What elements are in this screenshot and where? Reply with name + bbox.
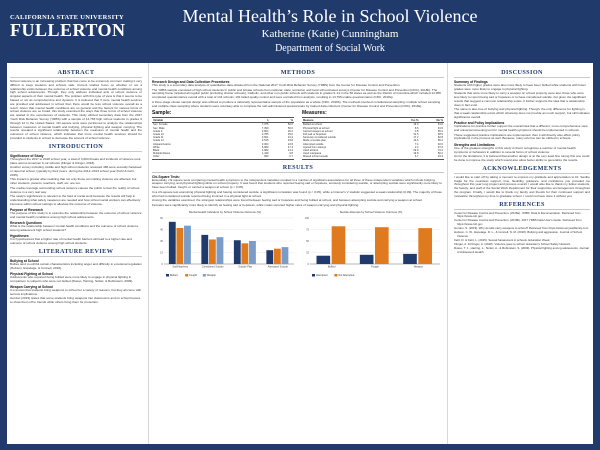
bar bbox=[209, 239, 216, 264]
measures-table bbox=[302, 117, 444, 159]
measures-table-cell: Missed school unsafe bbox=[303, 155, 328, 159]
bar bbox=[249, 241, 256, 264]
sample-table-row bbox=[152, 155, 294, 158]
table-labels bbox=[152, 110, 444, 116]
reference-item: Klinger, A. & Klinger, A. (2018). Violence goes to school. Educator's School Safety Network. bbox=[454, 242, 571, 247]
measures-table-cell: Made a suicide plan bbox=[303, 139, 327, 143]
methods-point: The YRBS sample consisted of high school students in public and private schools from national, state, territorial, and local school-based surveys (Center for Disease Control and Prevention [CDC], 2018b). The sampling frame included all regular public (including charter schools), Catholic, and other non-public schools with students in grades 9–12 in the 50 states as well as the District of Columbia which included 14,956 completed questionnaires overall with a total of 144 schools; 191 failed quality control and were excluded from analysis, resulting in 14,765 usable questionnaires (CDC, 2018a). bbox=[152, 87, 441, 100]
middle-column bbox=[148, 63, 448, 444]
x-tick-label: Weapon bbox=[413, 265, 423, 269]
legend-swatch bbox=[312, 274, 315, 277]
measures-table-cell: 13.6 bbox=[413, 139, 419, 143]
y-tick-label: 50 bbox=[306, 239, 309, 243]
bar bbox=[418, 228, 432, 264]
sample-table-cell: Grade 10 bbox=[153, 132, 164, 136]
sample-table-header-cell: Variable bbox=[153, 118, 163, 122]
sample-table-cell: 22.8 bbox=[287, 142, 293, 146]
legend-label: Bullied bbox=[170, 273, 178, 277]
sample-table-cell: 47.3 bbox=[287, 145, 293, 149]
sample-table-cell: 3,515 bbox=[261, 139, 269, 143]
measures-table-cell: Felt sad or hopeless bbox=[303, 132, 327, 136]
reference-item: Gordon, S. (2019). Why do kids carry weapons to school? Retrieved from https://www.verywellfamily.com bbox=[454, 226, 589, 231]
legend-swatch bbox=[334, 274, 337, 277]
bar bbox=[169, 221, 176, 263]
department-name: Department of Social Work bbox=[275, 43, 385, 54]
sample-table-header-cell: n bbox=[266, 118, 269, 122]
sample-table-cell: Grade 12 bbox=[153, 139, 164, 143]
measures-table-cell: 92.6 bbox=[437, 142, 443, 146]
chart-1 bbox=[152, 214, 298, 280]
practice-point: These suggested practice implications are implemented, then it will directly also effect policy implications in the process as well. Because, many reforms can be utilized in schools. bbox=[454, 132, 580, 141]
acknowledgements-heading: ACKNOWLEDGEMENTS bbox=[454, 165, 590, 174]
fighting-text: Adolescents who reported being bullied were more likely to engage in physical fighting in comparison to subjects who were not bullied (Russo, Harring, Siclari, & Rubinstein, 2009). bbox=[10, 274, 134, 283]
measures-table-header-cell: No % bbox=[436, 118, 443, 122]
sample-label: Sample: bbox=[152, 110, 172, 117]
sample-table-cell: Other bbox=[153, 155, 160, 159]
strengths-title: Strengths and Limitations bbox=[454, 142, 495, 147]
questions-text: What is the relationship between mental health conditions and the outcome of school violence among adolescent high school students? bbox=[10, 224, 139, 232]
bar bbox=[360, 254, 374, 263]
significance-point: The study's significance is relevant to the field of social work because the results will help in understanding what safety measures are needed and how school social workers can effectively intervene within school settings to alleviate the outcome of violence. bbox=[10, 194, 141, 206]
discussion-heading: DISCUSSION bbox=[454, 69, 590, 78]
measures-table-cell: 7.4 bbox=[414, 142, 419, 146]
measures-table-cell: Bullied at school bbox=[303, 123, 322, 127]
x-tick-label: Bullied bbox=[327, 265, 336, 269]
poster-title: Mental Health’s Role in School Violence bbox=[182, 6, 478, 26]
sample-table-cell: 50.0 bbox=[287, 126, 293, 130]
sample-table-header-cell: % bbox=[290, 118, 293, 122]
methods-point: A three-stage cluster sample design was utilized to produce a nationally representative sample of the population as a whole (CDC, 2018b). The methods involved constitutional sampling: multiple school sampling and multiple class sampling where students were voluntary able to complete the self-administered questionnaire by trained data collectors (Center for Disease Control and Prevention [CDC], 2018a). bbox=[152, 99, 441, 108]
chart-1-caption: Mental Health Indicators by School Violence Outcome (%) bbox=[189, 209, 261, 214]
sample-table-cell: 3,601 bbox=[261, 136, 269, 140]
bar bbox=[176, 228, 183, 264]
x-tick-label: Suicide Plan bbox=[238, 265, 253, 269]
strengths-point: As for the limitations, it is believed that another design or at the very least fine tuning this one could be done to improve the study which would also allow better ability to generalize the results. bbox=[454, 154, 590, 162]
bar bbox=[266, 250, 273, 264]
sample-table-cell: 24.4 bbox=[287, 136, 293, 140]
sample-table-cell: Black bbox=[153, 149, 160, 152]
poster-header bbox=[0, 0, 600, 58]
acknowledgements-text: I would like to start off by taking a moment to express my gratitude and appreciation to Dr. Santhe Cagle for the countless support, time, flexibility, guidance, and confidence you provided me throughout this year long project and process overall. I would also like to thank my fellow students, the faculty, and staff of the Social Work Department for their supportive encouragement throughout the program. Finally, I would like to thank my family and friends for their continued support and motivation throughout my time in graduate school. I could not have done it without you. bbox=[454, 174, 590, 198]
weapon-title: Weapon Carrying at School bbox=[10, 284, 53, 289]
measures-table-cell: 93.3 bbox=[437, 155, 443, 159]
hypotheses-text: It is hypothesized that a higher rate of mental health barriers will lead to a higher rate and outcome of school violence among high school students. bbox=[10, 237, 132, 245]
sample-table-cell: 3,864 bbox=[261, 129, 269, 133]
measures-label: Measures: bbox=[302, 110, 327, 117]
y-tick-label: 100 bbox=[304, 216, 309, 220]
y-tick-label: 60 bbox=[160, 216, 163, 220]
university-logo bbox=[10, 14, 126, 42]
author-name: Katherine (Katie) Cunningham bbox=[261, 28, 399, 40]
sample-table-cell: Sex: Male bbox=[153, 126, 165, 130]
sample-table-cell: Grade 9 bbox=[153, 129, 163, 133]
reference-item: Russo, T. J., Harring, L., Siclari, A., & Rubinstein, S. (2009). Physical fighting among adolescents. Journal of Adolescent Health. bbox=[454, 246, 589, 255]
strengths-point: One of the greatest strengths of this study is that it recognizes a number of mental health symptoms or behaviors in addition to several forms of school violence. bbox=[454, 145, 576, 154]
measures-table-cell: Used marijuana bbox=[303, 152, 322, 156]
y-tick-label: 0 bbox=[307, 262, 309, 266]
sample-table-cell: 1,982 bbox=[261, 149, 269, 152]
fighting-title: Physical Fighting at School bbox=[10, 271, 54, 276]
measures-table-cell: 29.8 bbox=[413, 149, 419, 152]
summary-point: Students with higher grades were also more likely to have been bullied while students with lower grades were more likely to engage in physical fighting. bbox=[454, 83, 586, 91]
legend-swatch bbox=[166, 274, 169, 277]
legend-label: Fought bbox=[189, 273, 197, 277]
measures-table-cell: Used alcohol bbox=[303, 149, 318, 152]
sample-table-cell: 26.2 bbox=[287, 129, 293, 133]
measures-table-cell: 17.2 bbox=[413, 136, 419, 140]
reference-item: Kehl, D. & Kehl, L. (2015). Sexual harassment in schools. Education Week. bbox=[454, 238, 551, 243]
right-column bbox=[451, 63, 593, 444]
legend-swatch bbox=[185, 274, 188, 277]
sample-table-cell: 6,980 bbox=[261, 145, 269, 149]
measures-table-cell: 81.0 bbox=[437, 123, 443, 127]
results-heading: RESULTS bbox=[152, 164, 444, 173]
significance-title: Significance of Study bbox=[10, 153, 44, 158]
bar bbox=[332, 226, 346, 264]
measures-table-cell: 91.5 bbox=[437, 126, 443, 130]
introduction-heading: INTRODUCTION bbox=[10, 143, 142, 152]
methods-point: This study is a secondary data analysis of quantitative data obtained from the National 2017 Youth Risk Behavior Survey (YRBS) from the Center for Disease Control and Prevention. bbox=[152, 83, 401, 87]
sample-table-cell: 6.7 bbox=[289, 155, 293, 159]
summary-point: Students that were more likely to carry a weapon on school property were also those who were less likely to report being sad or hopeless or to have considered suicide, but given the significant results that suggest a common relationship exists, it further supports the idea that a relationship does in fact exist. bbox=[454, 91, 586, 107]
bar bbox=[241, 243, 248, 264]
sample-table-cell: 13.4 bbox=[287, 149, 293, 152]
logo-top-text: CALIFORNIA STATE UNIVERSITY bbox=[10, 14, 125, 21]
summary-point: The same is also true of bullying and physical fighting. Though, the only difference for fighting is that a weak relationship exists which obviously does not provide as much support, but still indicates significance overall. bbox=[454, 107, 590, 119]
measures-table-cell: 19.8 bbox=[413, 152, 419, 156]
bar bbox=[403, 253, 417, 263]
weapon-text: It is known that students bring weapons to school for a variety of reasons, but they all come with serious implications. bbox=[10, 287, 142, 296]
measures-table-cell: Attempted suicide bbox=[303, 142, 324, 146]
measures-table-cell: 2.4 bbox=[414, 145, 419, 149]
chart-2-caption: Suicide Attempts by School Violence Outcome (%) bbox=[339, 209, 403, 214]
purpose-text: The purpose of this study is to examine the relationship between the outcome of school violence and mental health conditions among high school adolescents. bbox=[10, 211, 142, 219]
y-tick-label: 15 bbox=[160, 251, 163, 255]
measures-table-header-cell: Yes % bbox=[410, 118, 419, 122]
bar bbox=[201, 234, 208, 263]
bullying-title: Bullying at School bbox=[10, 258, 39, 263]
bullying-text: Bullies tend to exhibit certain characteristics including anger and difficulty in emotional regulation (Hobson, Espelage, & Connell, 2018). bbox=[10, 261, 142, 270]
practice-point: Implications for practice further support the overall idea that a different, more comprehensive view and universal screening tool for mental health symptoms should be implemented in schools. bbox=[454, 124, 588, 133]
weapon-text-2: Gordon (2019) states that some students bring weapons into classrooms and on school busses to show them off to friends while others bring them for protection. bbox=[10, 296, 141, 305]
measures-table-cell: 31.5 bbox=[413, 132, 419, 136]
sample-table-cell: Hispanic/Latino bbox=[153, 142, 171, 146]
chart-1-container bbox=[152, 210, 298, 285]
y-tick-label: 25 bbox=[306, 251, 309, 255]
abstract-heading: ABSTRACT bbox=[10, 69, 142, 78]
measures-table-cell: Injured from attempt bbox=[303, 145, 327, 149]
methods-heading: METHODS bbox=[152, 69, 444, 78]
sample-table-cell: Multiple Races bbox=[153, 152, 171, 156]
measures-table-cell: 68.5 bbox=[437, 132, 443, 136]
sample-table-cell: 3,785 bbox=[261, 132, 269, 136]
legend-swatch bbox=[203, 274, 206, 277]
charts-row bbox=[152, 210, 444, 285]
sample-table-cell: 9.8 bbox=[289, 152, 293, 156]
hypotheses-title: Hypotheses bbox=[10, 234, 29, 239]
sample-table-cell: White bbox=[153, 145, 160, 149]
reference-item: Hobson, C. W., Espelage, D. L., & Connell, N. M. (2018). Bullying and aggression. Journal of School Violence. bbox=[454, 230, 583, 238]
measures-table-cell: Seriously considered suicide bbox=[303, 136, 336, 140]
measures-table-cell: 97.6 bbox=[437, 145, 443, 149]
sample-table-cell: 25.6 bbox=[287, 132, 293, 136]
y-tick-label: 30 bbox=[160, 239, 163, 243]
measures-table-cell: 19.0 bbox=[413, 123, 419, 127]
x-tick-label: Attempted Suicide bbox=[267, 265, 288, 269]
measures-table-cell: 86.4 bbox=[437, 139, 443, 143]
abstract-text: School violence is an increasing problem that has come to be extremely common making it very difficult to keep students and schools safe. Current studies focus on whether or not a relationship exists between the outcome of school violence and mental health conditions among high school adolescents. Though, they only address individual acts of school violence or singular aspects of their mental health. The problem with this type of view is that it seems to be biased or not as comprehensive and dynamic. It is believed that if more mental health services are provided and addressed in school then there would be less school violence overall as a result. Given that mental health conditions are so general and the factors for various forms of school violence are so broad, this study examined the ways that three forms of school violence are related to the experiences of students. This study utilized secondary data from the 2017 Youth Risk Behavior Survey (YRBS) with a sample of 14,765 high school students in grades 9 through 12 in the United States. Chi-square tests were performed to analyze the relationships between measures of mental health and bullying, physical fighting and weapon carrying. The results revealed a significant relationship between the measures of mental health and the outcomes of school violence, which indicates that more mental health services should be provided to students in school to decrease the amount of school violence. bbox=[10, 79, 142, 140]
measures-table-cell: 6.7 bbox=[414, 155, 419, 159]
measures-table-row bbox=[302, 155, 444, 158]
results-subheading: Chi-Square Tests: bbox=[152, 174, 180, 179]
sample-table-cell: Sex: Female bbox=[153, 123, 168, 127]
bar bbox=[217, 237, 224, 264]
bar bbox=[282, 247, 289, 264]
left-column bbox=[7, 63, 145, 444]
summary-title: Summary of Findings bbox=[454, 80, 488, 84]
measures-table-cell: 82.8 bbox=[437, 136, 443, 140]
significance-point: Another survey including middle and high school students reviewed 486 were sexually harassed or raped at school, typically by their peers, during the 2012–2013 school year (Kehl & Kehl, 2015). bbox=[10, 165, 142, 177]
sample-table-cell: Grade 11 bbox=[153, 136, 164, 140]
literature-heading: LITERATURE REVIEW bbox=[10, 248, 142, 257]
bar bbox=[375, 227, 389, 264]
methods-subheading: Research Design and Data Collection Procedures bbox=[152, 80, 230, 84]
results-point: Among the variables examined, the strongest relationships were found between feeling sad or hopeless and being bullied at school, and between attempting suicide and carrying a weapon at school. bbox=[152, 198, 423, 203]
chart-2 bbox=[298, 214, 444, 280]
y-tick-label: 75 bbox=[306, 228, 309, 232]
measures-table-header-cell: Measure bbox=[303, 118, 314, 122]
bar bbox=[184, 225, 191, 263]
logo-main-text: FULLERTON bbox=[10, 20, 126, 40]
significance-point: This impact is greater after realizing that not only those committing violence are affected, but other students, parents, teachers, staff, etc. are too. bbox=[10, 177, 137, 186]
legend-label: Not Attempted bbox=[338, 273, 355, 277]
measures-table-cell: Carried weapon at school bbox=[303, 129, 333, 133]
references-heading: REFERENCES bbox=[454, 201, 590, 210]
sample-table-cell: 7,375 bbox=[261, 123, 269, 127]
measures-table-cell: 3.8 bbox=[414, 129, 419, 133]
significance-point: The media coverage surrounding school violence causes the public to fear the reality of school violence in a very real way. bbox=[10, 185, 140, 194]
sample-table-cell: 990 bbox=[264, 155, 269, 159]
y-tick-label: 0 bbox=[161, 262, 163, 266]
x-tick-label: Considered Suicide bbox=[201, 265, 224, 269]
legend-label: Weapon bbox=[206, 273, 217, 277]
bar bbox=[274, 248, 281, 263]
bar bbox=[317, 255, 331, 263]
measures-table-cell: Physical fight at school bbox=[303, 126, 330, 130]
questions-title: Research Questions bbox=[10, 221, 42, 226]
significance-point: Throughout the 2017 to 2018 school year, a total of 3,604 threats and incidents of violence took place across American K-12 schools (Klinger & Klinger, 2018). bbox=[10, 156, 141, 165]
x-tick-label: Fought bbox=[371, 265, 379, 269]
sample-table-cell: 50.0 bbox=[287, 123, 293, 127]
measures-table-cell: 70.2 bbox=[437, 149, 443, 152]
reference-item: Center for Disease Control and Prevention. (2018b). 2017 YRBS Data User's Guide. Retrieved from https://www.cdc.gov bbox=[454, 218, 582, 226]
results-point: Essentially, chi-square tests comparing mental health symptoms to the independent variables resulted in a number of significant associations for all three of these independent variables which include bullying, weapon carrying, and physical fighting while on school property. It was found that students who reported feeling sad or hopeless, seriously considering suicide, or attempting suicide were significantly more likely to have been bullied, fought, or carried a weapon at school (p < 0.05). bbox=[152, 177, 442, 190]
x-tick-label: Sad/Hopeless bbox=[172, 265, 189, 269]
tables-row bbox=[152, 117, 444, 159]
measures-table-cell: 96.2 bbox=[437, 129, 443, 133]
practice-title: Practice and Policy Implications bbox=[454, 121, 505, 126]
bar bbox=[234, 240, 241, 264]
sample-table-cell: 3,364 bbox=[261, 142, 269, 146]
results-point: In a chi-square test examining physical fighting and having considered suicide, a significant correlation was found (p < 0.05), while a Cramer's V statistic suggested a weak relationship (0.09). The majority of those who had considered suicide reported being involved in a physical fight at school. bbox=[152, 189, 442, 198]
purpose-title: Purpose of Research bbox=[10, 208, 43, 212]
measures-table-cell: 8.5 bbox=[414, 126, 419, 130]
results-point: Females were significantly more likely to identify as feeling sad or hopeless, while males reported higher rates of weapon carrying and physical fighting. bbox=[152, 202, 360, 207]
poster-content bbox=[7, 63, 593, 444]
sample-table-cell: 1,449 bbox=[261, 152, 269, 156]
legend-label: Attempted bbox=[316, 273, 328, 277]
sample-table bbox=[152, 117, 294, 159]
chart-2-container bbox=[298, 210, 444, 285]
sample-table-cell: 7,390 bbox=[261, 126, 269, 130]
reference-item: Center for Disease Control and Prevention. (2018a). YRBS: Data & Documentation. Retrieved from https://www.cdc.gov bbox=[454, 210, 581, 219]
measures-table-cell: 80.2 bbox=[437, 152, 443, 156]
y-tick-label: 45 bbox=[160, 228, 163, 232]
sample-table-cell: 23.8 bbox=[287, 139, 293, 143]
